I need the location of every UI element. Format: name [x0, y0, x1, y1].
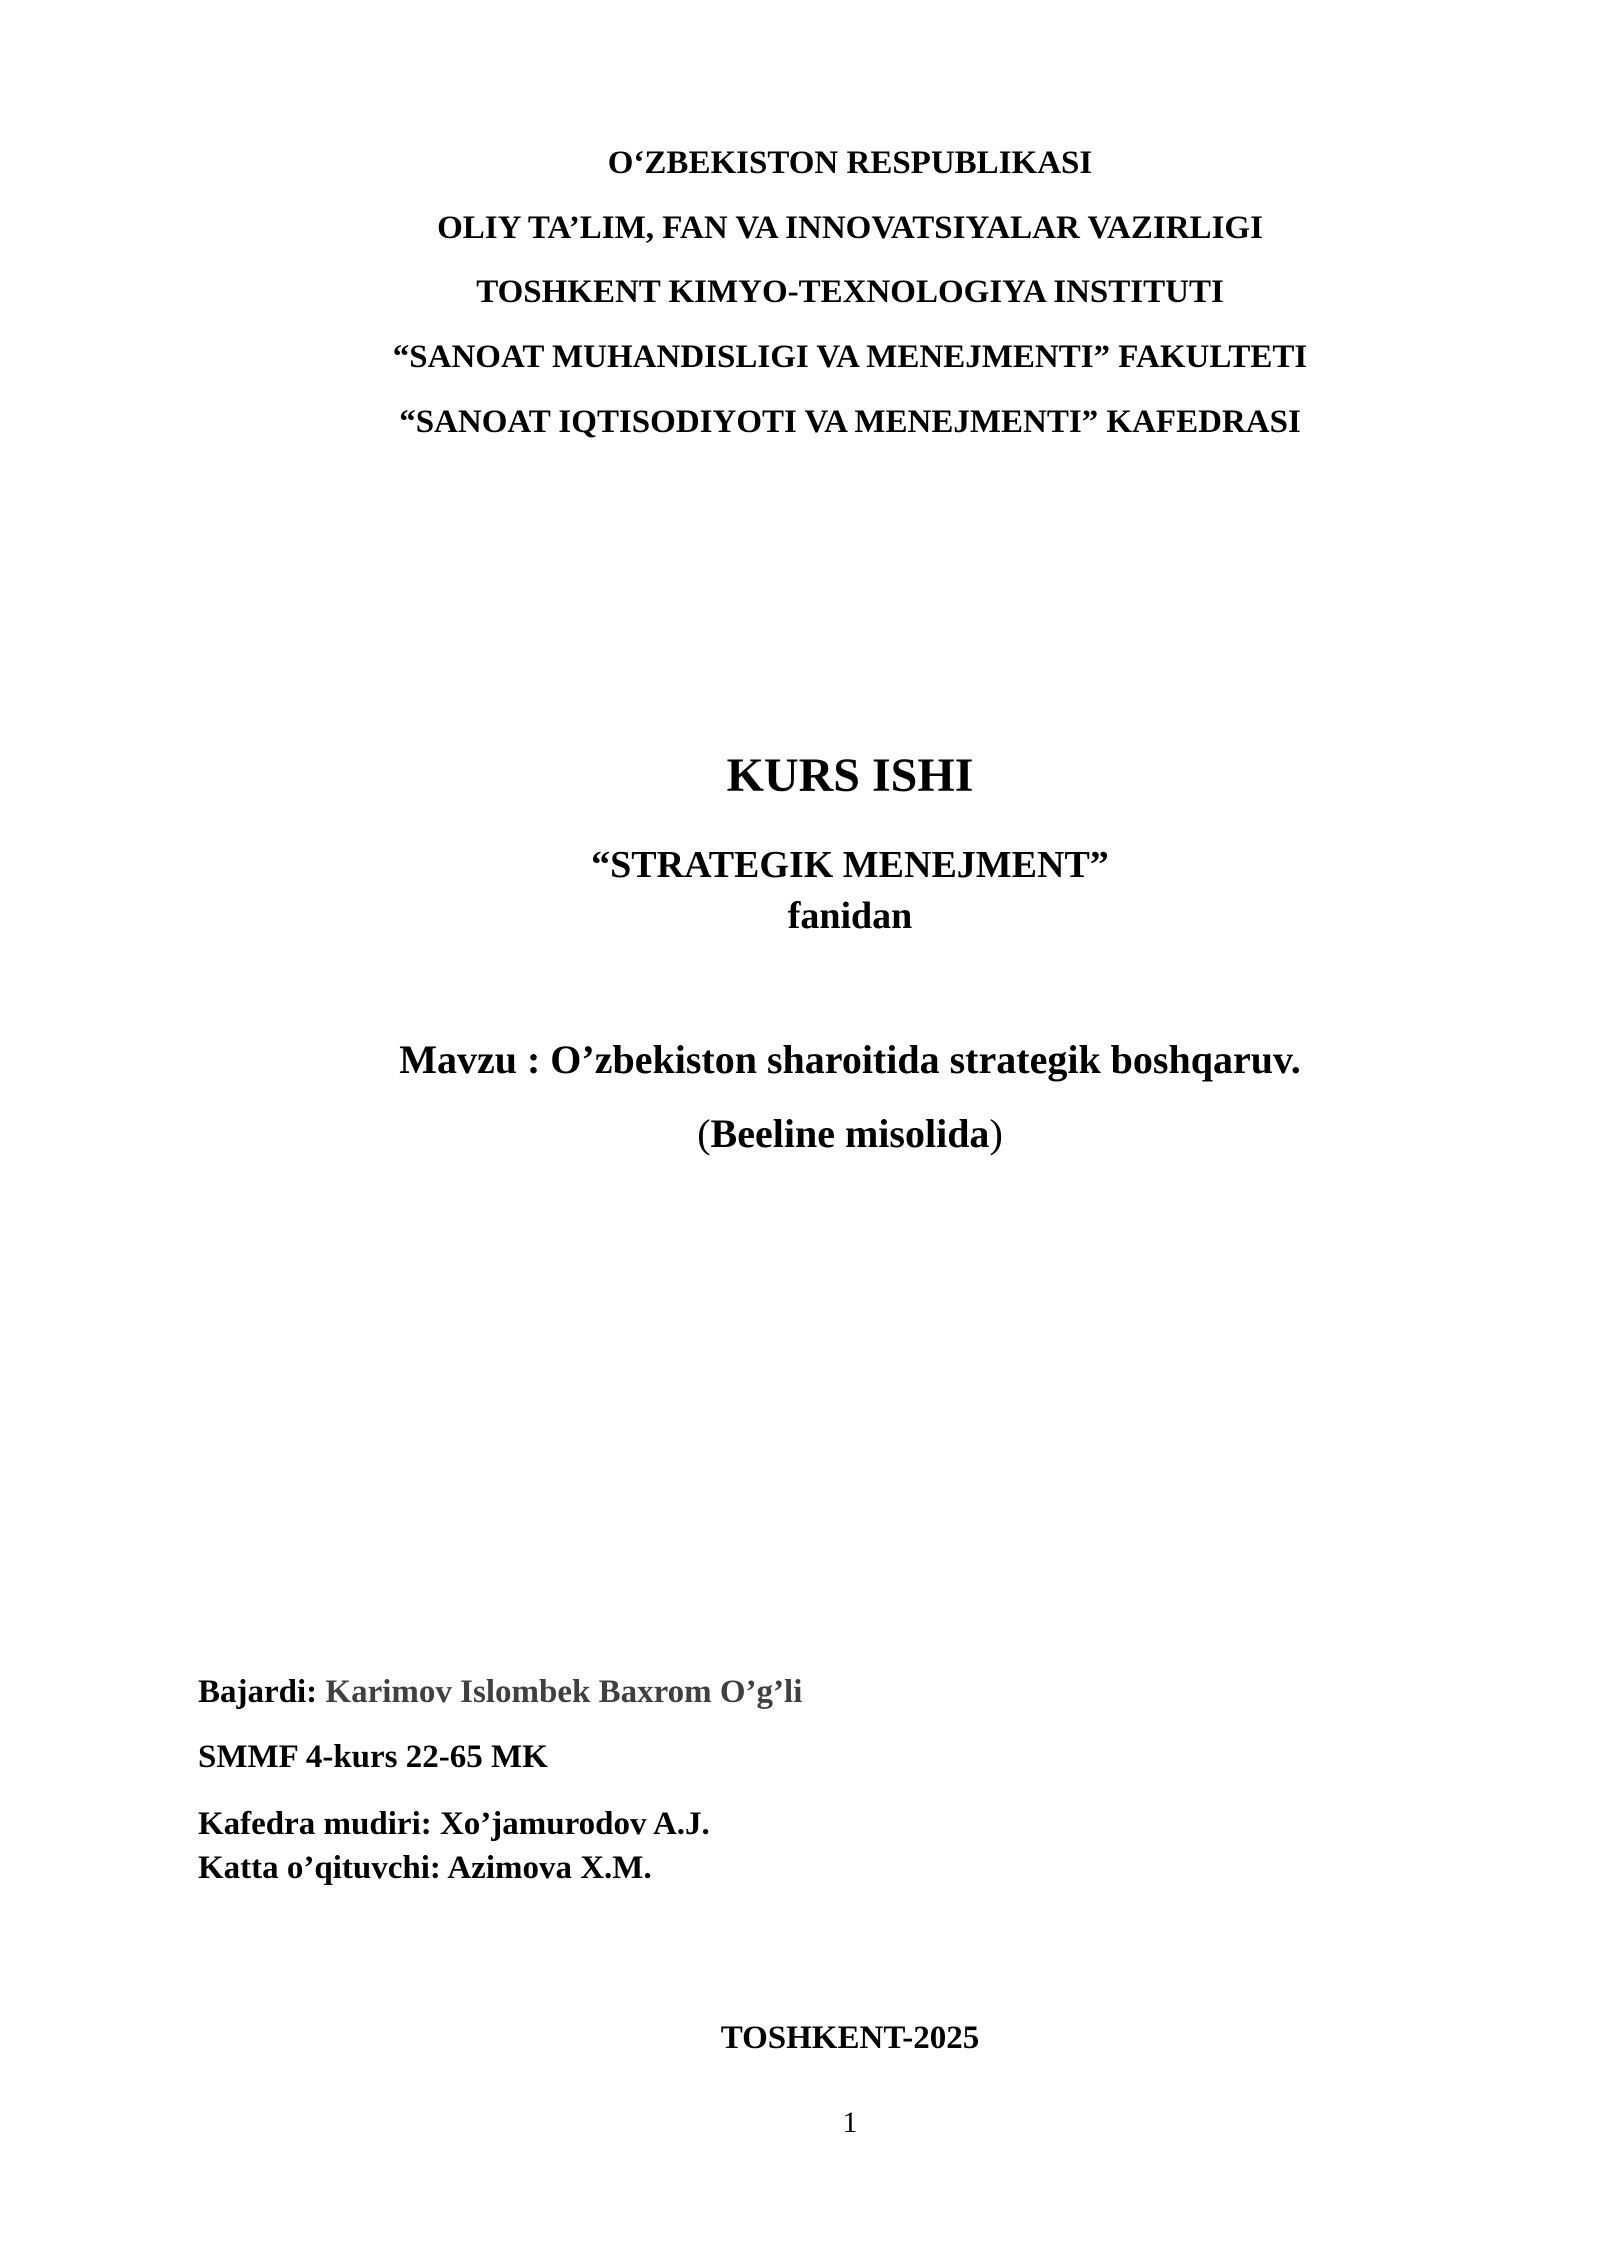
performed-by-name: Karimov Islombek Baxrom O’g’li [325, 1674, 803, 1710]
performed-by-line [198, 1672, 802, 1712]
header-ministry: OLIY TA’LIM, FAN VA INNOVATSIYALAR VAZIRLIGI [437, 210, 1263, 246]
paren-close: ) [989, 1111, 1003, 1156]
paren-open: ( [697, 1111, 711, 1156]
header-institute: TOSHKENT KIMYO-TEXNOLOGIYA INSTITUTI [476, 274, 1224, 310]
senior-teacher: Katta o’qituvchi: Azimova X.M. [198, 1850, 652, 1886]
head-of-department: Kafedra mudiri: Xo’jamurodov A.J. [198, 1806, 710, 1842]
subject-suffix: fanidan [787, 895, 913, 937]
page-number: 1 [842, 2106, 858, 2139]
topic-example-line [0, 1110, 1600, 1158]
topic-example: Beeline misolida [710, 1111, 990, 1156]
header-republic: O‘ZBEKISTON RESPUBLIKASI [607, 145, 1093, 181]
city-year: TOSHKENT-2025 [720, 2020, 980, 2056]
student-group: SMMF 4-kurs 22-65 MK [198, 1739, 548, 1775]
document-title: KURS ISHI [726, 749, 974, 802]
topic-title: Mavzu : O’zbekiston sharoitida strategik boshqaruv. [399, 1037, 1301, 1082]
subject-name: “STRATEGIK MENEJMENT” [591, 844, 1109, 886]
header-department: “SANOAT IQTISODIYOTI VA MENEJMENTI” KAFEDRASI [399, 404, 1301, 440]
header-faculty: “SANOAT MUHANDISLIGI VA MENEJMENTI” FAKULTETI [392, 339, 1308, 375]
performed-by-label: Bajardi: [198, 1674, 326, 1710]
